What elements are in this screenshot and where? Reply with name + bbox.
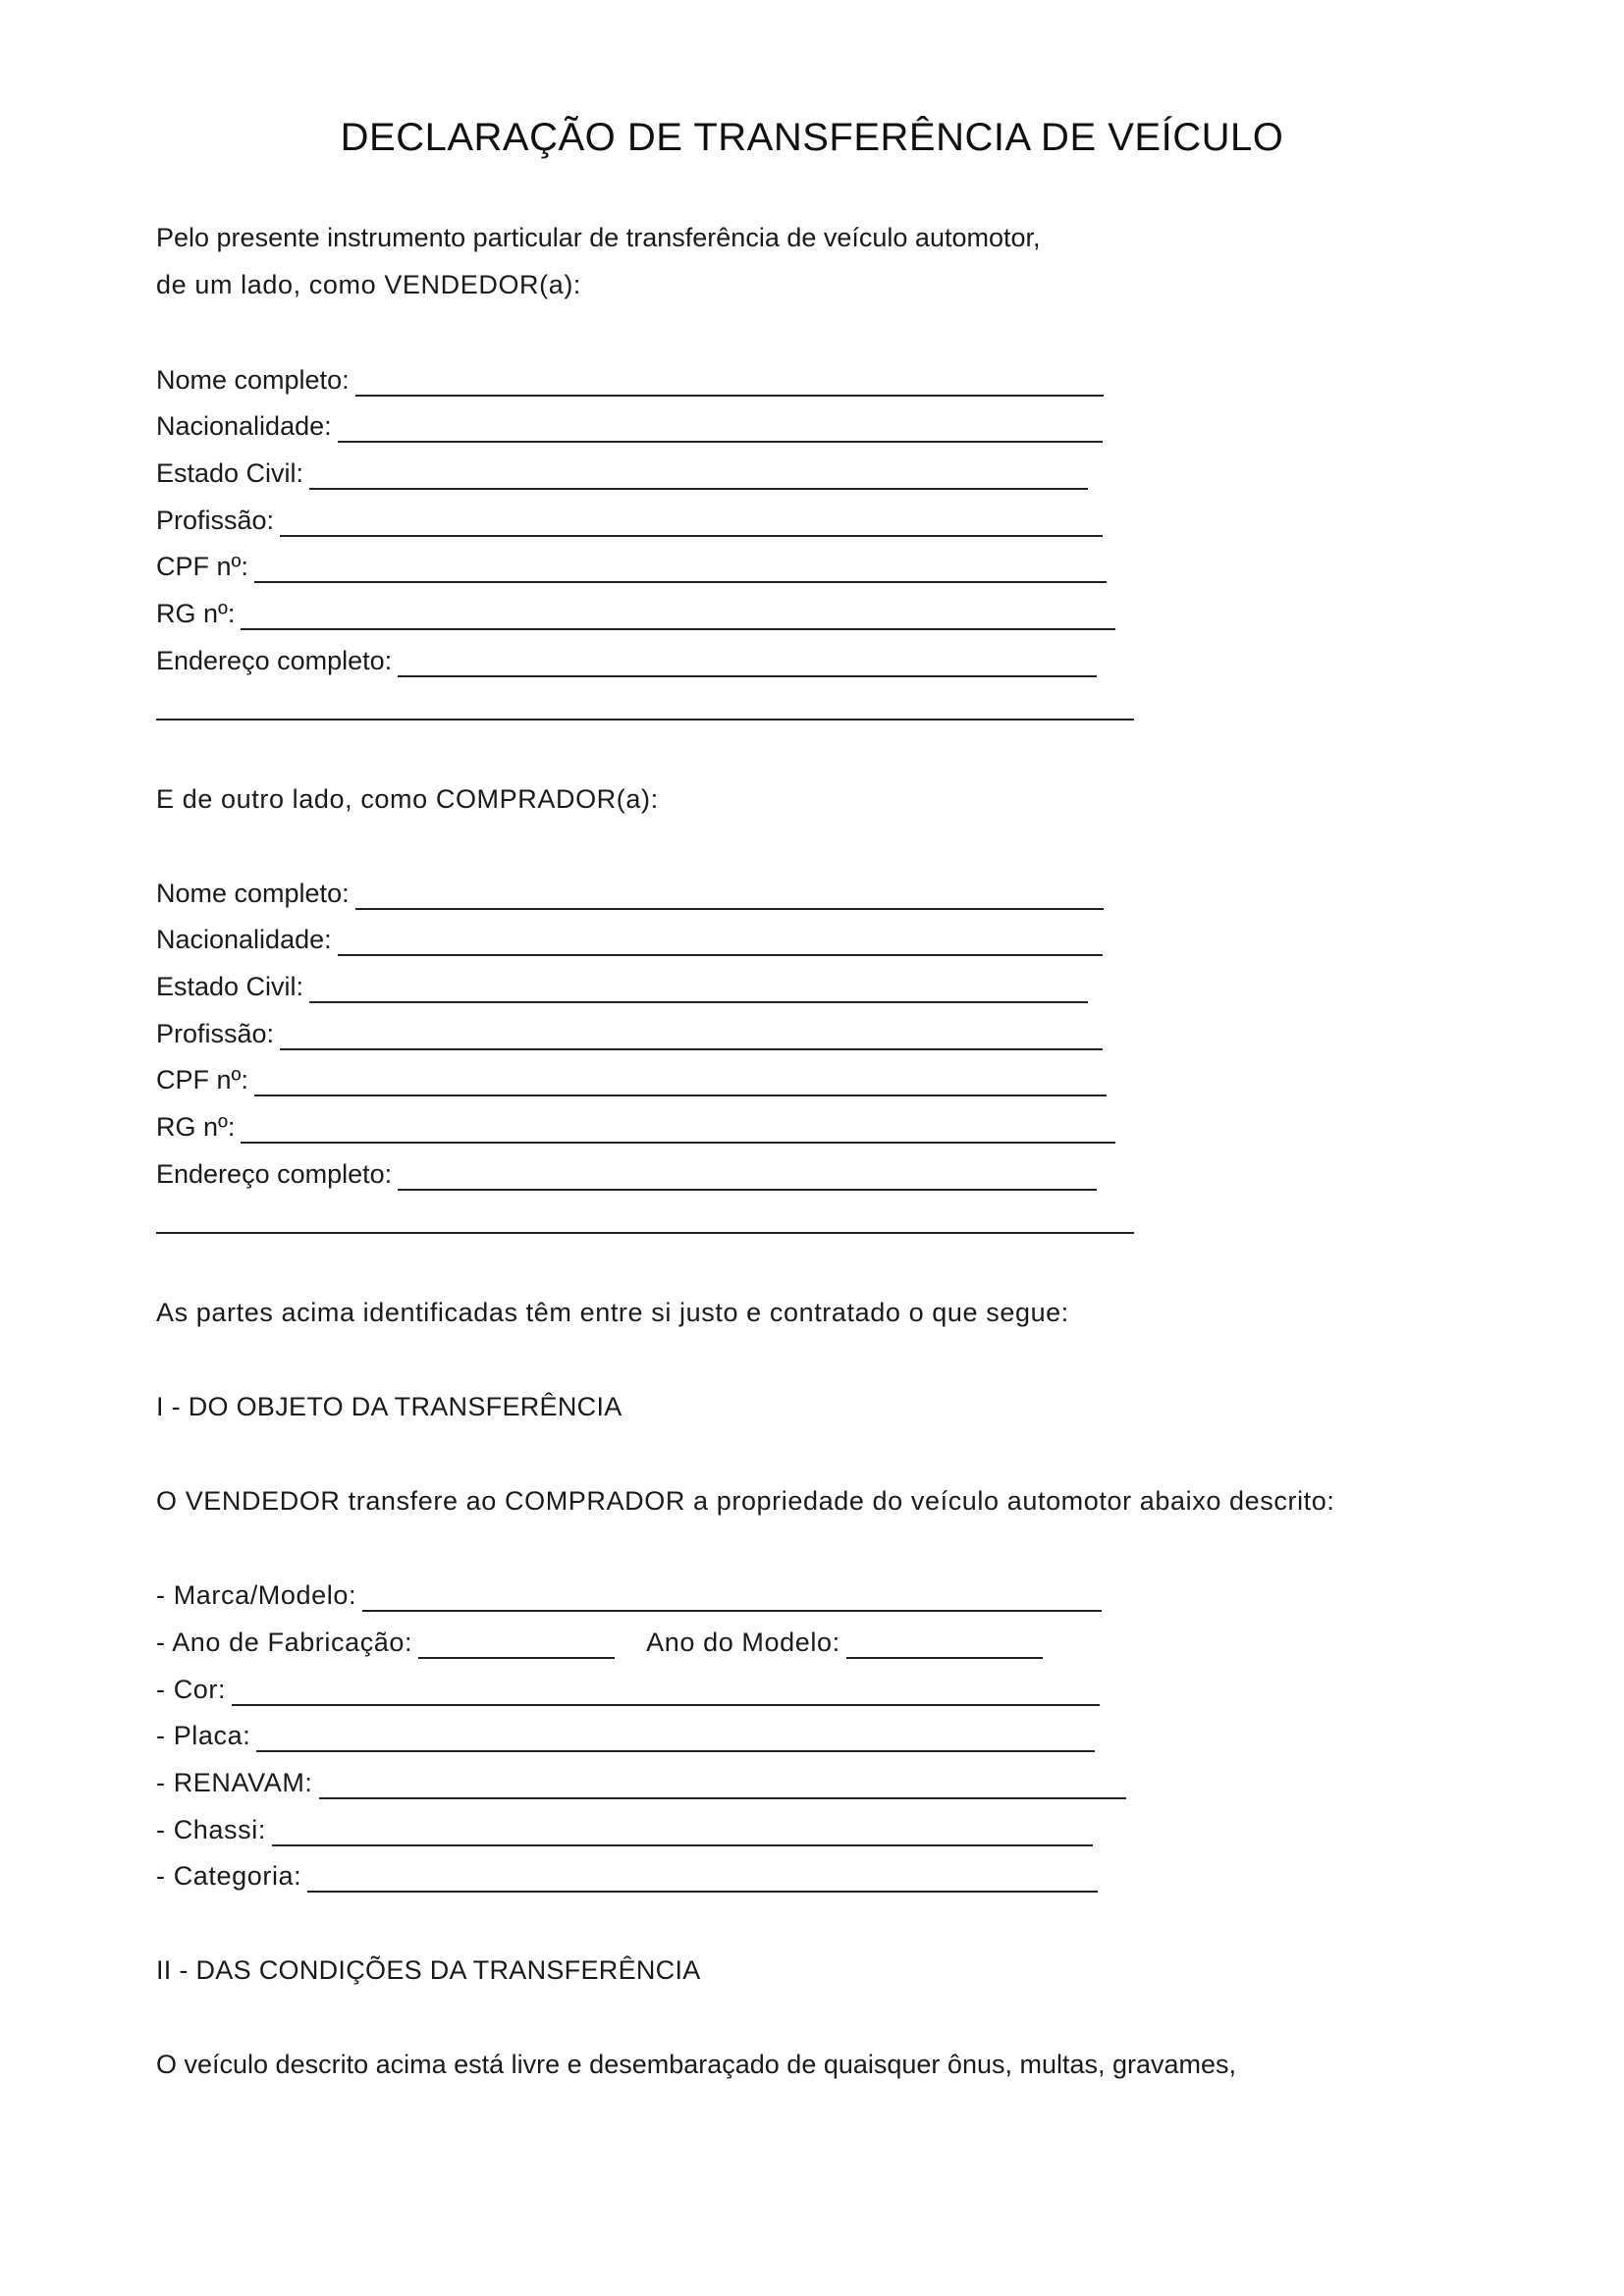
vendedor-nome-row [156, 363, 1104, 397]
comprador-rg-label: RG nº: [156, 1112, 236, 1142]
vendedor-rg-field[interactable] [241, 601, 1115, 630]
vendedor-estado-civil-row [156, 456, 1088, 490]
renavam-field[interactable] [319, 1770, 1126, 1799]
comprador-cpf-label: CPF nº: [156, 1065, 248, 1095]
page-title: DECLARAÇÃO DE TRANSFERÊNCIA DE VEÍCULO [340, 116, 1284, 159]
section-2-text: O veículo descrito acima está livre e desembaraçado de quaisquer ônus, multas, gravames, [156, 2050, 1237, 2079]
categoria-field[interactable] [307, 1863, 1098, 1893]
comprador-cpf-field[interactable] [254, 1067, 1107, 1096]
comprador-intro: E de outro lado, como COMPRADOR(a): [156, 784, 659, 814]
comprador-endereco-field[interactable] [398, 1161, 1097, 1191]
comprador-nome-field[interactable] [355, 881, 1104, 910]
ano-row [156, 1626, 1043, 1659]
vendedor-endereco-row [156, 644, 1097, 677]
comprador-estado-civil-row [156, 970, 1088, 1003]
vendedor-nome-label: Nome completo: [156, 365, 350, 395]
comprador-profissao-field[interactable] [280, 1021, 1103, 1050]
categoria-label: - Categoria: [156, 1861, 302, 1891]
vendedor-rg-row [156, 597, 1115, 630]
comprador-endereco-label: Endereço completo: [156, 1159, 393, 1189]
vendedor-cpf-field[interactable] [254, 554, 1107, 583]
partes-text: As partes acima identificadas têm entre si justo e contratado o que segue: [156, 1298, 1069, 1327]
ano-fab-field[interactable] [418, 1629, 615, 1659]
renavam-row [156, 1766, 1126, 1799]
vendedor-endereco-extra-field[interactable] [156, 717, 1134, 721]
section-1-text: O VENDEDOR transfere ao COMPRADOR a propriedade do veículo automotor abaixo descrito: [156, 1486, 1335, 1516]
marca-label: - Marca/Modelo: [156, 1580, 357, 1610]
comprador-rg-row [156, 1110, 1115, 1144]
section-2-heading: II - DAS CONDIÇÕES DA TRANSFERÊNCIA [156, 1955, 701, 1985]
vendedor-endereco-field[interactable] [398, 648, 1097, 677]
marca-row [156, 1578, 1102, 1612]
comprador-nome-label: Nome completo: [156, 879, 350, 908]
vendedor-nome-field[interactable] [355, 367, 1104, 397]
placa-label: - Placa: [156, 1721, 251, 1750]
vendedor-profissao-label: Profissão: [156, 506, 275, 535]
comprador-cpf-row [156, 1063, 1107, 1096]
ano-fab-label: - Ano de Fabricação: [156, 1628, 413, 1657]
vendedor-estado-civil-label: Estado Civil: [156, 458, 304, 488]
comprador-endereco-extra-field[interactable] [156, 1230, 1134, 1234]
vendedor-profissao-row [156, 504, 1103, 537]
comprador-nacionalidade-row [156, 923, 1103, 956]
chassi-row [156, 1813, 1093, 1846]
placa-field[interactable] [256, 1723, 1095, 1752]
vendedor-profissao-field[interactable] [280, 507, 1103, 537]
intro-line-2: de um lado, como VENDEDOR(a): [156, 270, 582, 299]
vendedor-nacionalidade-row [156, 409, 1103, 443]
comprador-nacionalidade-field[interactable] [338, 927, 1103, 956]
vendedor-rg-label: RG nº: [156, 599, 236, 628]
comprador-nacionalidade-label: Nacionalidade: [156, 925, 332, 954]
ano-modelo-field[interactable] [846, 1629, 1043, 1659]
vendedor-nacionalidade-field[interactable] [338, 413, 1103, 443]
vendedor-estado-civil-field[interactable] [309, 460, 1088, 490]
comprador-profissao-row [156, 1017, 1103, 1050]
comprador-nome-row [156, 877, 1104, 910]
chassi-field[interactable] [272, 1817, 1093, 1846]
placa-row [156, 1719, 1095, 1752]
vendedor-cpf-label: CPF nº: [156, 552, 248, 581]
categoria-row [156, 1859, 1098, 1893]
comprador-profissao-label: Profissão: [156, 1019, 275, 1048]
comprador-estado-civil-label: Estado Civil: [156, 972, 304, 1001]
cor-label: - Cor: [156, 1675, 227, 1704]
vendedor-endereco-label: Endereço completo: [156, 646, 393, 675]
comprador-endereco-row [156, 1157, 1097, 1191]
cor-row [156, 1673, 1100, 1706]
chassi-label: - Chassi: [156, 1815, 266, 1844]
comprador-estado-civil-field[interactable] [309, 974, 1088, 1003]
vendedor-cpf-row [156, 550, 1107, 583]
marca-field[interactable] [362, 1582, 1102, 1612]
section-1-heading: I - DO OBJETO DA TRANSFERÊNCIA [156, 1392, 623, 1421]
comprador-rg-field[interactable] [241, 1114, 1115, 1144]
renavam-label: - RENAVAM: [156, 1768, 313, 1797]
vendedor-nacionalidade-label: Nacionalidade: [156, 411, 332, 441]
intro-line-1: Pelo presente instrumento particular de transferência de veículo automotor, [156, 223, 1041, 252]
ano-modelo-label: Ano do Modelo: [646, 1628, 840, 1657]
cor-field[interactable] [232, 1677, 1100, 1706]
